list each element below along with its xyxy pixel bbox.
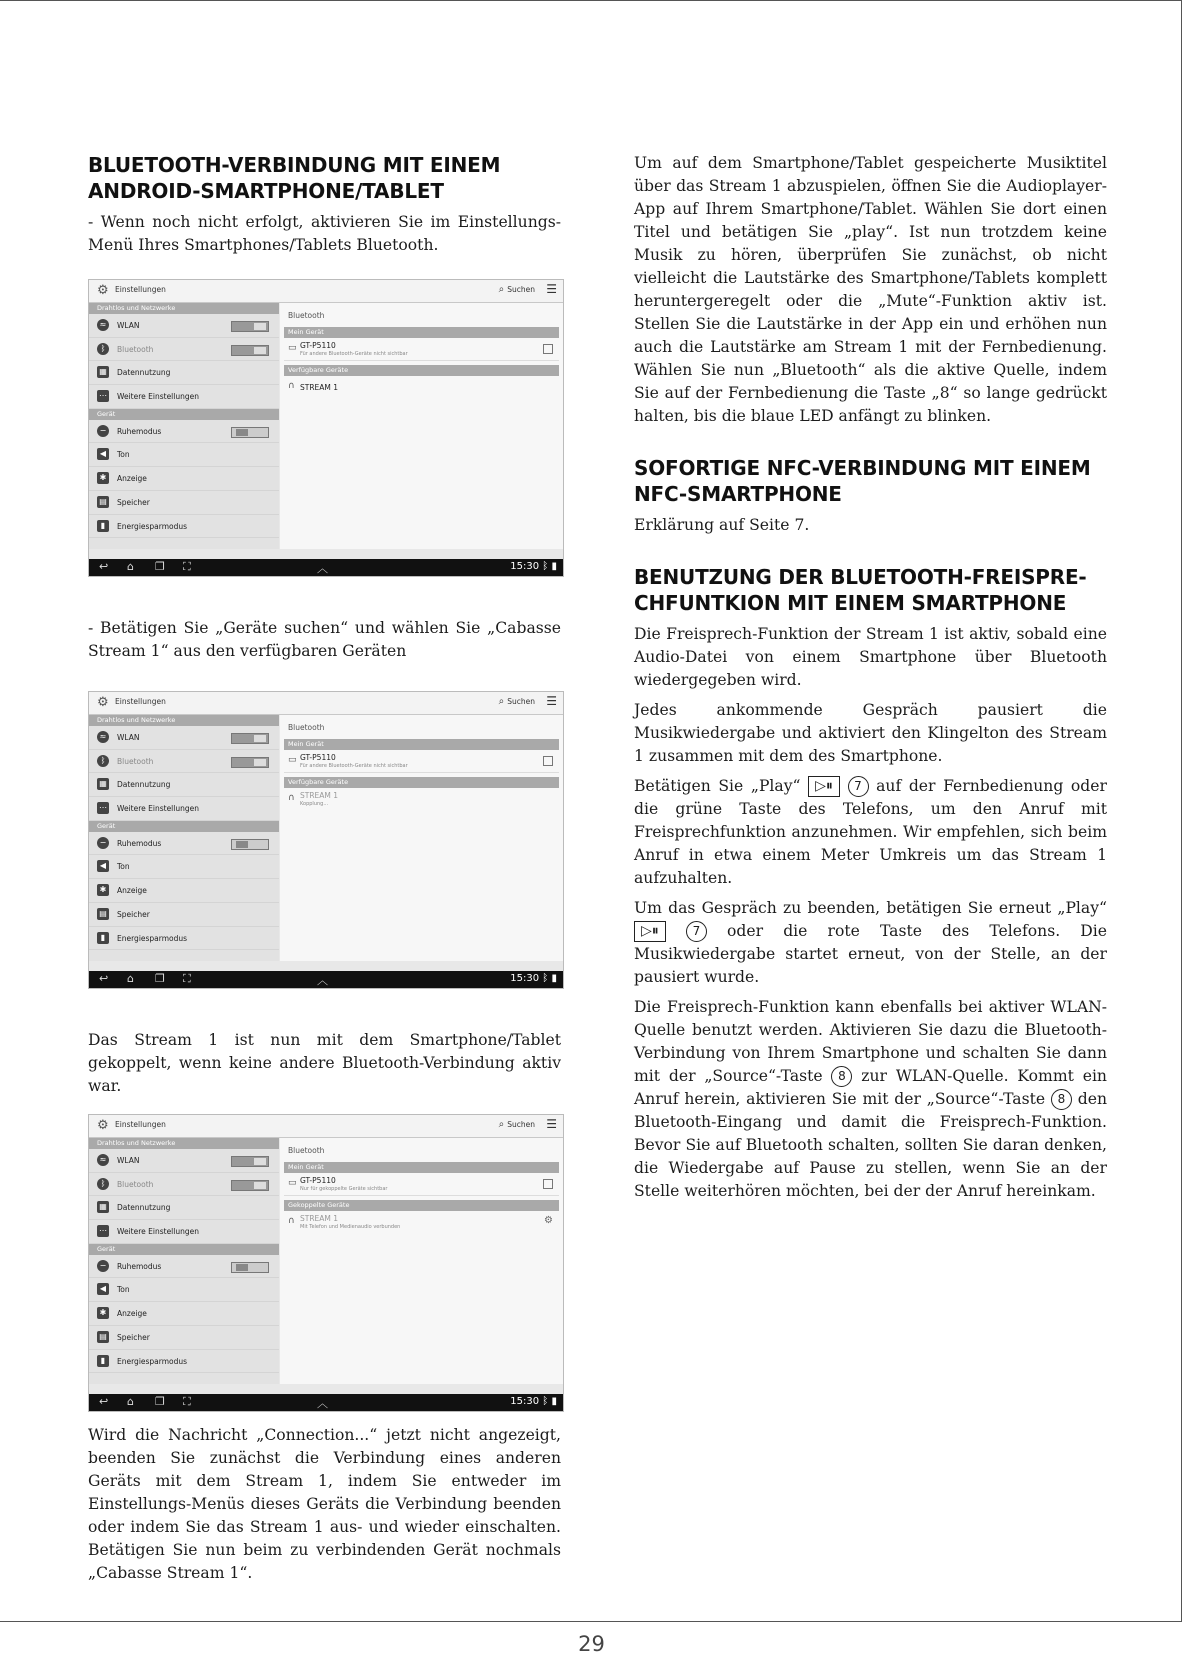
android-screenshot-1 (88, 279, 564, 577)
sidebar-item-label: Energiesparmodus (117, 1356, 188, 1366)
sidebar-item-label: Speicher (117, 497, 150, 507)
sidebar-item-wlan (89, 726, 279, 750)
headphones-icon: ∩ (288, 1216, 295, 1226)
sidebar-item-power (89, 927, 279, 951)
sidebar-item-more (89, 385, 279, 409)
sidebar-item-sleep (89, 1255, 279, 1279)
menu-icon: ☰ (546, 694, 557, 708)
gear-icon: ⚙ (97, 695, 109, 710)
wifi-icon: ≈ (97, 1154, 109, 1166)
text-run: oder die rote Taste des Telefons. Die Musikwiedergabe startet erneut, von der Stelle, an der pausiert wurde. (634, 922, 1107, 986)
sidebar-item-label: Bluetooth (117, 344, 154, 354)
search-button (499, 284, 535, 295)
wlan-toggle (231, 321, 269, 332)
footer-rule (0, 1621, 1181, 1622)
search-button (499, 696, 535, 707)
my-device-header: Mein Gerät (284, 327, 559, 338)
chevron-up-icon: ︿ (317, 1397, 328, 1410)
paragraph: Wird die Nachricht „Connection...“ jetzt nicht angezeigt, beenden Sie zunächst die Verbindung eines anderen Geräts mit dem Stream 1, indem Sie entweder im Einstellungs-Menüs dieses Geräts die Verbindung beenden oder indem Sie das Stream 1 aus- und wieder einschalten. Betätigen Sie nun beim zu verbindenden Gerät nochmals „Cabasse Stream 1“. (88, 1426, 561, 1582)
own-device-row (284, 338, 559, 361)
bluetooth-toggle (231, 1180, 269, 1191)
clock-text: 15:30 (510, 1396, 540, 1407)
recent-apps-icon: ❐ (155, 972, 165, 985)
sidebar-item-label: Anzeige (117, 886, 147, 896)
search-icon: ⌕ (498, 284, 505, 295)
visibility-checkbox (543, 1179, 553, 1189)
screenshot-icon: ⛶ (183, 1395, 191, 1408)
sidebar-item-display (89, 467, 279, 491)
more-icon: ⋯ (99, 1226, 107, 1236)
sidebar-item-label: Ton (117, 862, 130, 872)
wifi-icon: ≈ (97, 319, 109, 331)
section-wireless: Drahtlos und Netzwerke (89, 715, 279, 726)
sidebar-item-label: Weitere Einstellungen (117, 392, 199, 402)
device-name: GT-P5110 (300, 341, 336, 350)
settings-sidebar (89, 303, 279, 549)
paragraph: - Betätigen Sie „Geräte suchen“ und wählen Sie „Cabasse Stream 1“ aus den verfügbaren Geräten (88, 619, 561, 660)
sidebar-item-more (89, 797, 279, 821)
wlan-toggle (231, 1156, 269, 1167)
pairing-status: Kopplung... (300, 801, 329, 807)
speaker-icon: ◀ (97, 860, 109, 872)
paragraph (634, 897, 1107, 989)
paragraph: Jedes ankommende Gespräch pausiert die Musikwiedergabe und aktiviert den Klingelton des Stream 1 zusammen mit dem des Smartphone. (634, 701, 1107, 765)
paragraph: Das Stream 1 ist nun mit dem Smartphone/Tablet gekoppelt, wenn keine andere Bluetooth-Verbindung aktiv war. (88, 1031, 561, 1095)
sidebar-item-label: Ruhemodus (117, 426, 162, 436)
play-pause-key-icon: ▷⏸ (808, 776, 840, 797)
section-gap (634, 544, 1107, 564)
search-icon: ⌕ (498, 696, 505, 707)
text-run: den Bluetooth-Eingang und damit die Freisprech-Funktion. Bevor Sie auf Bluetooth schalten, sollten Sie daran denken, die Wiedergabe auf Pause zu stellen, wenn Sie an der Stelle weiterhören möchten, bei der der Anruf hereinkam. (634, 1090, 1107, 1200)
menu-icon: ☰ (546, 1117, 557, 1131)
sleep-toggle (231, 427, 269, 438)
bluetooth-panel (280, 715, 563, 961)
status-clock: 15:30 ᛒ ▮ (510, 973, 557, 984)
sidebar-item-label: Bluetooth (117, 1179, 154, 1189)
sidebar-item-label: Ruhemodus (117, 838, 162, 848)
settings-title: Einstellungen (115, 1120, 166, 1129)
sidebar-item-data (89, 773, 279, 797)
bluetooth-icon: ᛒ (97, 343, 109, 355)
sidebar-item-power (89, 515, 279, 539)
gear-icon: ⚙ (97, 1118, 109, 1133)
key-8-icon: 8 (831, 1066, 852, 1087)
paragraph (634, 775, 1107, 890)
device-name: GT-P5110 (300, 1176, 336, 1185)
stream-device-row (284, 788, 559, 810)
sidebar-item-label: Weitere Einstellungen (117, 804, 199, 814)
bluetooth-panel (280, 1138, 563, 1384)
device-visibility: Für andere Bluetooth-Geräte nicht sichtbar (300, 763, 408, 769)
visibility-checkbox (543, 756, 553, 766)
sidebar-item-power (89, 1350, 279, 1374)
key-7-icon: 7 (848, 776, 869, 797)
sleep-icon: − (97, 425, 109, 437)
sleep-toggle (231, 839, 269, 850)
display-icon: ✱ (97, 472, 109, 484)
status-clock: 15:30 ᛒ ▮ (510, 1396, 557, 1407)
sidebar-item-label: Speicher (117, 909, 150, 919)
text-run: auf der Fernbedienung oder die grüne Taste des Telefons, um den Anruf mit Freisprechfunktion anzunehmen. Wir empfehlen, sich beim Anruf in etwa einem Meter Umkreis um das Stream 1 aufzuhalten. (634, 777, 1107, 887)
sidebar-item-label: Ton (117, 450, 130, 460)
sidebar-item-wlan (89, 1149, 279, 1173)
storage-icon: ▤ (97, 908, 109, 920)
sidebar-item-wlan (89, 314, 279, 338)
bluetooth-toggle (231, 345, 269, 356)
text-run: Die Freisprech-Funktion kann ebenfalls bei aktiver WLAN-Quelle benutzt werden. Aktivieren Sie dazu die Bluetooth-Verbindung von Ihrem Smartphone und schalten Sie dann mit der „Source“-Taste (634, 998, 1107, 1085)
paragraph: - Wenn noch nicht erfolgt, aktivieren Sie im Einstellungs-Menü Ihres Smartphones/Tablets Bluetooth. (88, 213, 561, 254)
chevron-up-icon: ︿ (317, 562, 328, 575)
device-visibility: Nur für gekoppelte Geräte sichtbar (300, 1186, 388, 1192)
sidebar-item-bluetooth (89, 338, 279, 362)
gear-icon: ⚙ (97, 283, 109, 298)
text-run: Betätigen Sie „Play“ (634, 777, 801, 795)
speaker-icon: ◀ (97, 448, 109, 460)
right-column (634, 152, 1107, 1210)
section-device: Gerät (89, 409, 279, 420)
stream-device-name: STREAM 1 (300, 383, 339, 392)
sidebar-item-label: Anzeige (117, 474, 147, 484)
sidebar-item-storage (89, 903, 279, 927)
sidebar-item-storage (89, 1326, 279, 1350)
storage-icon: ▤ (97, 496, 109, 508)
sidebar-item-bluetooth (89, 1173, 279, 1197)
sidebar-item-label: Datennutzung (117, 780, 171, 790)
sidebar-item-label: Energiesparmodus (117, 521, 188, 531)
sidebar-item-display (89, 879, 279, 903)
section-device: Gerät (89, 821, 279, 832)
back-icon: ↩ (99, 1395, 109, 1408)
wlan-toggle (231, 733, 269, 744)
stream-device-name: STREAM 1 (300, 1214, 339, 1223)
key-7-icon: 7 (686, 921, 707, 942)
android-nav-bar (89, 559, 563, 576)
settings-title-bar (89, 1115, 563, 1138)
text-run: zur WLAN-Quelle. Kommt ein Anruf herein, aktivieren Sie mit der „Source“-Taste (634, 1067, 1107, 1108)
sidebar-item-sleep (89, 832, 279, 856)
visibility-checkbox (543, 344, 553, 354)
stream-device-row (284, 1211, 559, 1233)
search-label: Suchen (507, 1120, 535, 1129)
tablet-icon: ▭ (288, 755, 297, 765)
android-nav-bar (89, 1394, 563, 1411)
android-screenshot-3 (88, 1114, 564, 1412)
speaker-icon: ◀ (97, 1283, 109, 1295)
available-devices-header: Verfügbare Geräte (284, 777, 559, 788)
battery-icon: ▮ (97, 932, 109, 944)
section-wireless: Drahtlos und Netzwerke (89, 1138, 279, 1149)
clock-text: 15:30 (510, 561, 540, 572)
sidebar-item-data (89, 361, 279, 385)
section-wireless: Drahtlos und Netzwerke (89, 303, 279, 314)
back-icon: ↩ (99, 972, 109, 985)
connection-status: Mit Telefon und Medienaudio verbunden (300, 1224, 401, 1230)
sidebar-item-sound (89, 855, 279, 879)
section-heading-handsfree: BENUTZUNG DER BLUETOOTH-FREISPRE-CHFUNTKION MIT EINEM SMARTPHONE (634, 565, 1087, 615)
data-usage-icon: ▦ (97, 1201, 109, 1213)
sleep-icon: − (97, 837, 109, 849)
sidebar-item-sound (89, 443, 279, 467)
settings-title: Einstellungen (115, 697, 166, 706)
available-devices-header: Verfügbare Geräte (284, 365, 559, 376)
headphones-icon: ∩ (288, 381, 295, 391)
sidebar-item-label: WLAN (117, 1156, 140, 1165)
paragraph (634, 996, 1107, 1203)
home-icon: ⌂ (127, 560, 134, 573)
bluetooth-panel-title: Bluetooth (288, 723, 325, 732)
settings-title: Einstellungen (115, 285, 166, 294)
settings-title-bar (89, 280, 563, 303)
sidebar-item-label: Bluetooth (117, 756, 154, 766)
left-column (88, 152, 561, 1592)
display-icon: ✱ (97, 884, 109, 896)
back-icon: ↩ (99, 560, 109, 573)
data-usage-icon: ▦ (97, 778, 109, 790)
clock-text: 15:30 (510, 973, 540, 984)
my-device-header: Mein Gerät (284, 1162, 559, 1173)
screenshot-icon: ⛶ (183, 972, 191, 985)
battery-icon: ▮ (97, 1355, 109, 1367)
tablet-icon: ▭ (288, 1178, 297, 1188)
own-device-row (284, 750, 559, 773)
bluetooth-panel-title: Bluetooth (288, 311, 325, 320)
display-icon: ✱ (97, 1307, 109, 1319)
sidebar-item-label: WLAN (117, 733, 140, 742)
gear-icon: ⚙ (544, 1215, 553, 1226)
bluetooth-panel (280, 303, 563, 549)
bluetooth-panel-title: Bluetooth (288, 1146, 325, 1155)
section-gap (634, 435, 1107, 455)
settings-sidebar (89, 715, 279, 961)
sleep-toggle (231, 1262, 269, 1273)
bluetooth-icon: ᛒ (97, 755, 109, 767)
recent-apps-icon: ❐ (155, 1395, 165, 1408)
sidebar-item-bluetooth (89, 750, 279, 774)
search-button (499, 1119, 535, 1130)
sidebar-item-label: Ruhemodus (117, 1261, 162, 1271)
sidebar-item-label: Weitere Einstellungen (117, 1227, 199, 1237)
sidebar-item-more (89, 1220, 279, 1244)
section-device: Gerät (89, 1244, 279, 1255)
sidebar-item-label: Speicher (117, 1332, 150, 1342)
status-clock: 15:30 ᛒ ▮ (510, 561, 557, 572)
search-icon: ⌕ (498, 1119, 505, 1130)
paragraph: Erklärung auf Seite 7. (634, 516, 810, 534)
sidebar-item-label: Datennutzung (117, 1203, 171, 1213)
sleep-icon: − (97, 1260, 109, 1272)
wifi-icon: ≈ (97, 731, 109, 743)
sidebar-item-label: Ton (117, 1285, 130, 1295)
chevron-up-icon: ︿ (317, 974, 328, 987)
play-pause-key-icon: ▷⏸ (634, 921, 666, 942)
paragraph: Die Freisprech-Funktion der Stream 1 ist aktiv, sobald eine Audio-Datei von einem Smartphone über Bluetooth wiedergegeben wird. (634, 625, 1107, 689)
tablet-icon: ▭ (288, 343, 297, 353)
sidebar-item-sound (89, 1278, 279, 1302)
sidebar-item-display (89, 1302, 279, 1326)
device-name: GT-P5110 (300, 753, 336, 762)
android-screenshot-2 (88, 691, 564, 989)
recent-apps-icon: ❐ (155, 560, 165, 573)
search-label: Suchen (507, 697, 535, 706)
headphones-icon: ∩ (288, 793, 295, 803)
section-heading-nfc: SOFORTIGE NFC-VERBINDUNG MIT EINEM NFC-SMARTPHONE (634, 456, 1091, 506)
sidebar-item-label: WLAN (117, 321, 140, 330)
sidebar-item-label: Datennutzung (117, 368, 171, 378)
sidebar-item-sleep (89, 420, 279, 444)
page-number: 29 (578, 1632, 605, 1656)
storage-icon: ▤ (97, 1331, 109, 1343)
device-visibility: Für andere Bluetooth-Geräte nicht sichtbar (300, 351, 408, 357)
home-icon: ⌂ (127, 972, 134, 985)
text-run: Um das Gespräch zu beenden, betätigen Sie erneut „Play“ (634, 899, 1107, 917)
screenshot-icon: ⛶ (183, 560, 191, 573)
data-usage-icon: ▦ (97, 366, 109, 378)
paragraph: Um auf dem Smartphone/Tablet gespeicherte Musiktitel über das Stream 1 abzuspielen, öffnen Sie die Audioplayer-App auf Ihrem Smartphone/Tablet. Wählen Sie dort einen Titel und betätigen Sie „play“. Ist nun trotzdem keine Musik zu hören, überprüfen Sie zunächst, ob nicht vielleicht die Lautstärke des Smartphone/Tablets komplett heruntergeregelt oder die „Mute“-Funktion aktiv ist. Stellen Sie die Lautstärke in der App ein und erhöhen nun auch die Lautstärke am Stream 1 mit der Fernbedienung. Wählen Sie nun „Bluetooth“ als die aktive Quelle, indem Sie auf der Fernbedienung die Taste „8“ so lange gedrückt halten, bis die blaue LED anfängt zu blinken. (634, 154, 1107, 425)
battery-icon: ▮ (97, 520, 109, 532)
my-device-header: Mein Gerät (284, 739, 559, 750)
settings-sidebar (89, 1138, 279, 1384)
sidebar-item-label: Energiesparmodus (117, 933, 188, 943)
bluetooth-icon: ᛒ (97, 1178, 109, 1190)
home-icon: ⌂ (127, 1395, 134, 1408)
search-label: Suchen (507, 285, 535, 294)
section-heading-bluetooth-android: BLUETOOTH-VERBINDUNG MIT EINEM ANDROID-SMARTPHONE/TABLET (88, 153, 501, 203)
key-8-icon: 8 (1051, 1089, 1072, 1110)
sidebar-item-storage (89, 491, 279, 515)
android-nav-bar (89, 971, 563, 988)
more-icon: ⋯ (99, 391, 107, 401)
sidebar-item-data (89, 1196, 279, 1220)
stream-device-name: STREAM 1 (300, 791, 339, 800)
paired-devices-header: Gekoppelte Geräte (284, 1200, 559, 1211)
stream-device-row (284, 376, 559, 398)
settings-title-bar (89, 692, 563, 715)
sidebar-item-label: Anzeige (117, 1309, 147, 1319)
own-device-row (284, 1173, 559, 1196)
more-icon: ⋯ (99, 803, 107, 813)
bluetooth-toggle (231, 757, 269, 768)
menu-icon: ☰ (546, 282, 557, 296)
